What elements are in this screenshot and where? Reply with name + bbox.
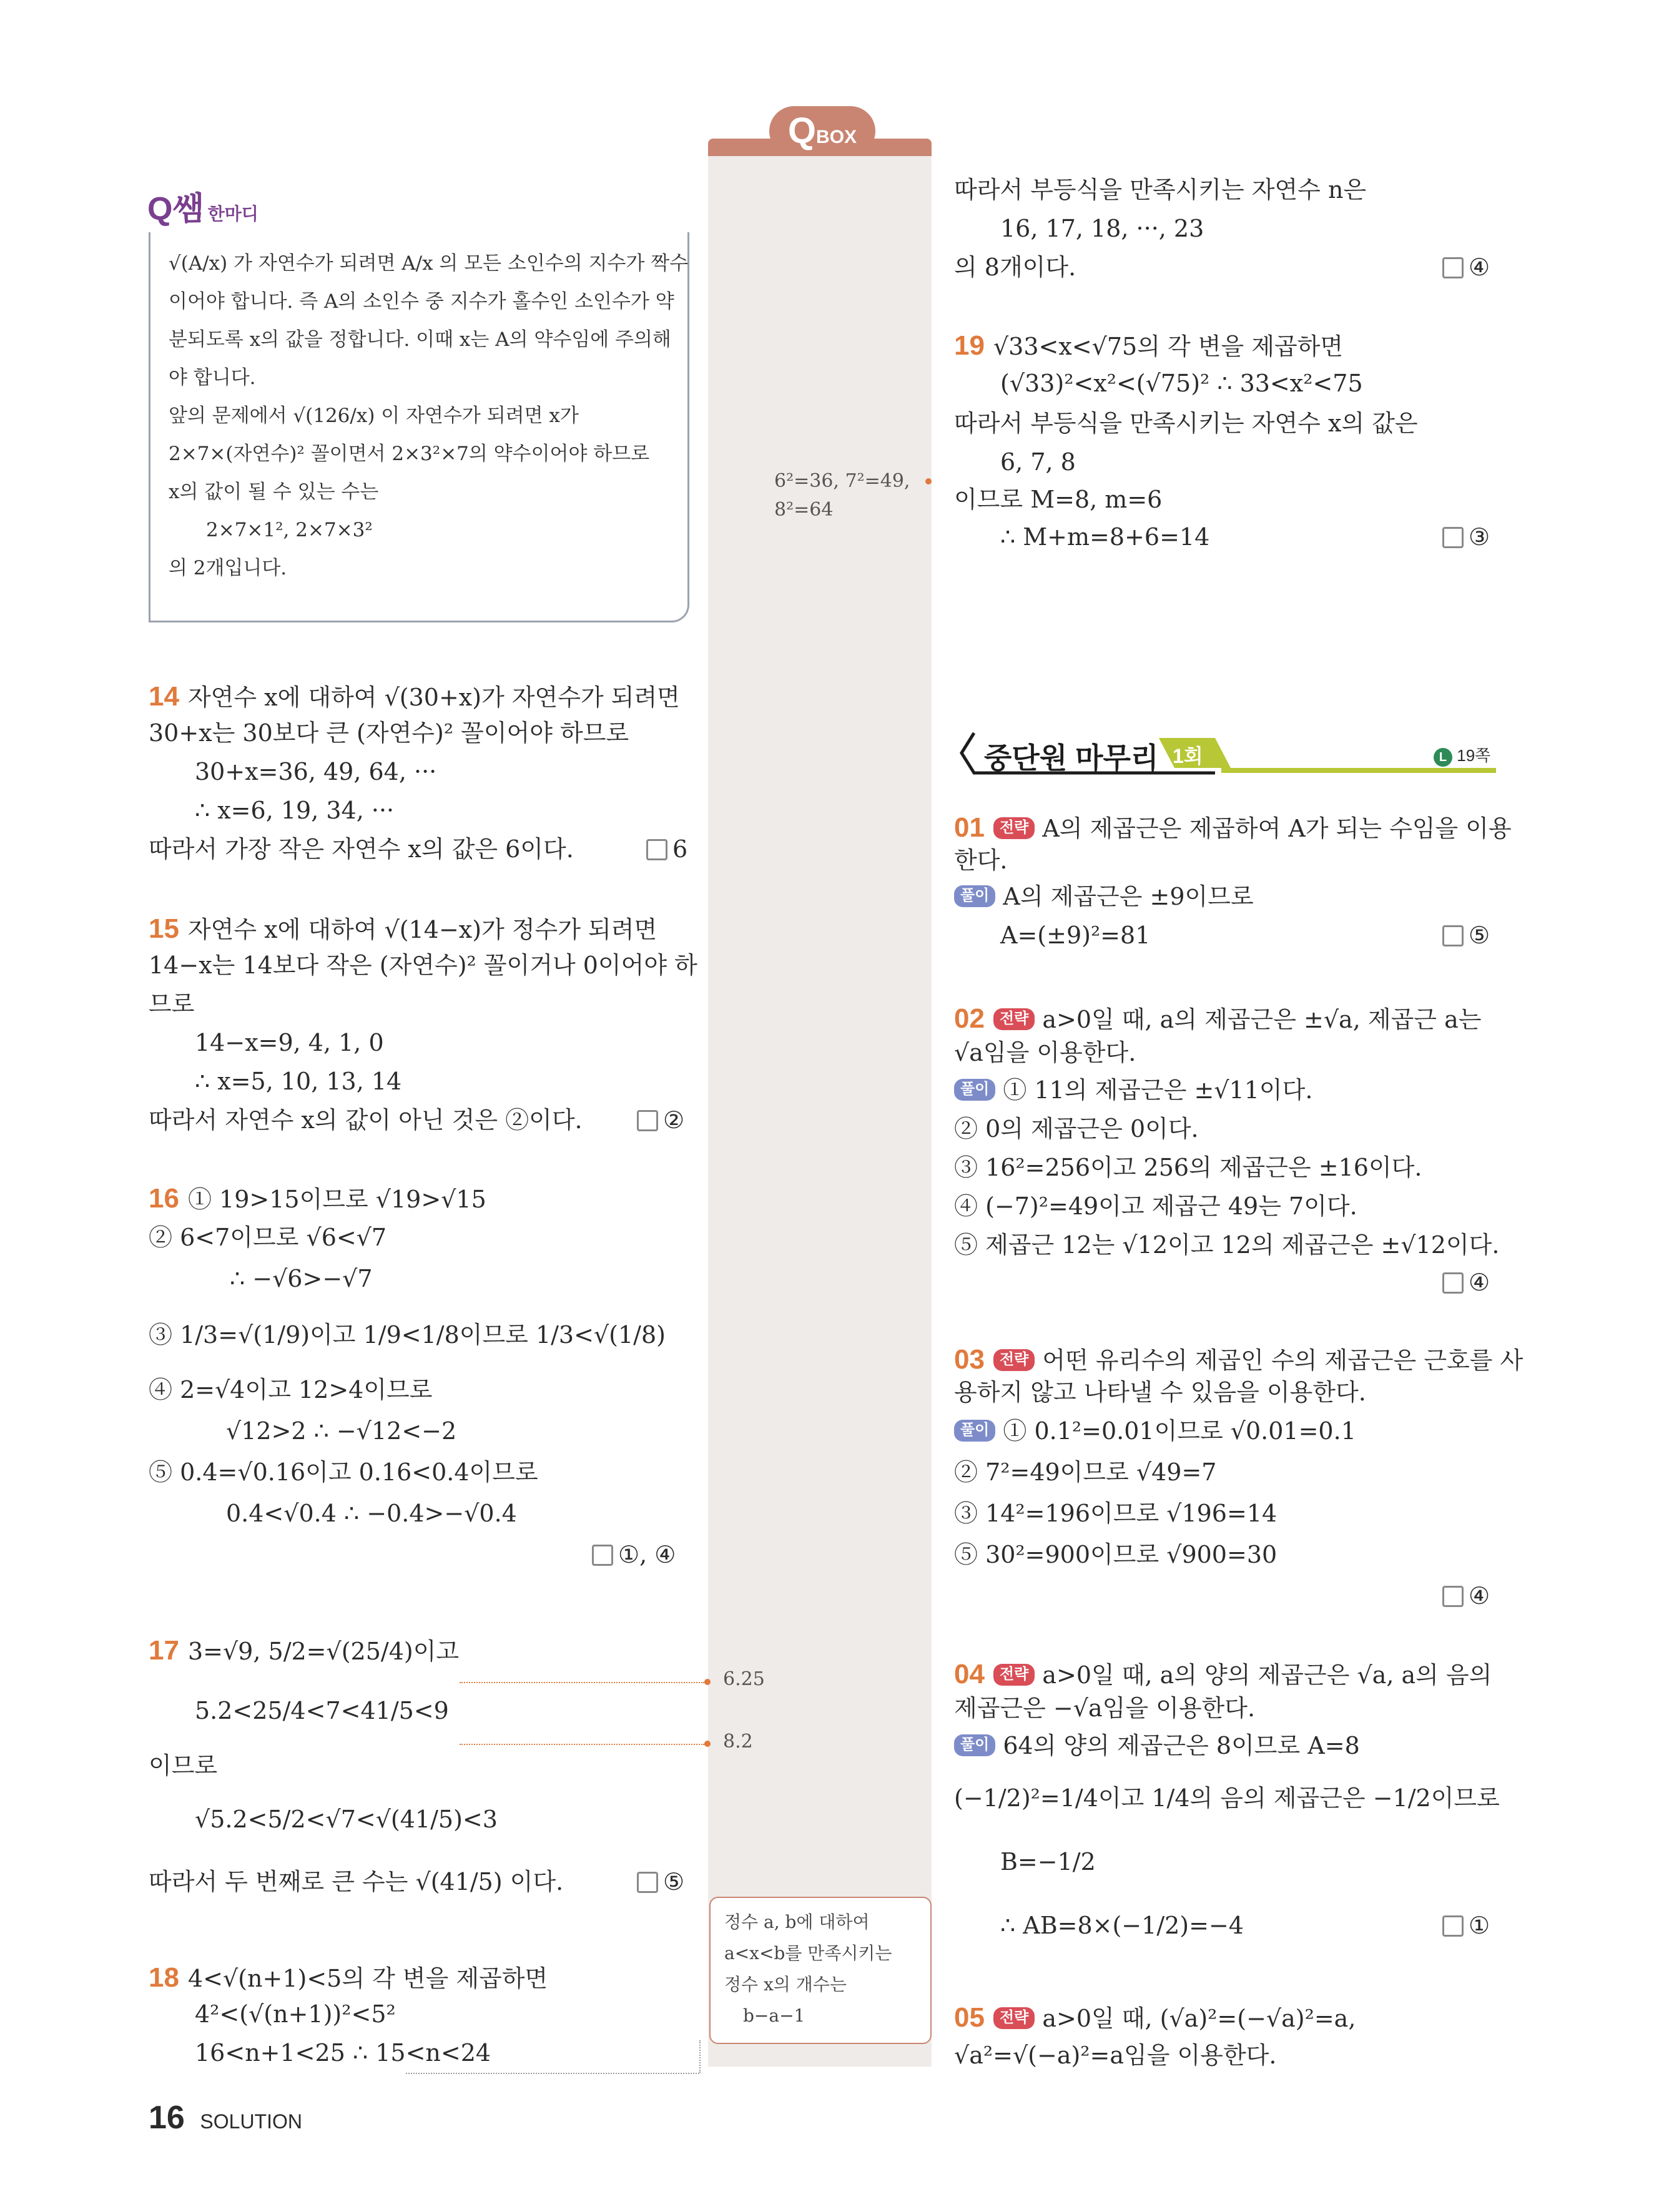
answer-icon	[646, 839, 667, 860]
answer-value: ②	[663, 1106, 685, 1134]
answer-value: ④	[1469, 1269, 1490, 1296]
answer-17	[637, 1868, 684, 1895]
problem-text: ① 19>15이므로 √19>√15	[187, 1186, 486, 1213]
problem-text: 16<n+1<25 ∴ 15<n<24	[195, 2039, 491, 2067]
problem-number: 16	[149, 1183, 179, 1214]
qtip-line: x의 값이 될 수 있는 수는	[169, 481, 379, 503]
cont-18-text: 따라서 부등식을 만족시키는 자연수 n은	[954, 176, 1367, 204]
strategy-tag: 전략	[993, 1664, 1035, 1686]
side-note-line: 8²=64	[774, 499, 834, 521]
page-number: 16	[149, 2100, 185, 2136]
problem-16	[149, 1182, 486, 1216]
answer-01	[1442, 922, 1490, 949]
strategy-tag: 전략	[993, 2007, 1035, 2029]
problem-text: √12>2 ∴ −√12<−2	[226, 1417, 457, 1445]
solution-text: ① 11의 제곱근은 ±√11이다.	[1003, 1076, 1313, 1104]
page-ref-text: 19쪽	[1457, 746, 1491, 765]
strategy-tag: 전략	[993, 817, 1035, 839]
problem-text: 30+x=36, 49, 64, ···	[195, 758, 437, 785]
tip-line: 정수 x의 개수는	[724, 1974, 847, 1995]
problem-text: ⑤ 0.4=√0.16이고 0.16<0.4이므로	[149, 1458, 538, 1486]
answer-icon	[637, 1872, 658, 1893]
problem-text: ② 6<7이므로 √6<√7	[149, 1224, 387, 1251]
answer-16	[592, 1541, 676, 1568]
solution-text: ② 7²=49이므로 √49=7	[954, 1458, 1217, 1486]
problem-number: 02	[954, 1003, 985, 1034]
problem-text: 4<√(n+1)<5의 각 변을 제곱하면	[187, 1965, 548, 1992]
answer-icon	[1442, 527, 1464, 548]
problem-text: a>0일 때, (√a)²=(−√a)²=a,	[1042, 2005, 1356, 2032]
problem-text: 5.2<25/4<7<41/5<9	[195, 1697, 449, 1724]
problem-text: 4²<(√(n+1))²<5²	[195, 2000, 396, 2028]
problem-19	[954, 330, 1343, 363]
problem-text: A의 제곱근은 제곱하여 A가 되는 수임을 이용	[1042, 815, 1512, 842]
solution-text: ④ (−7)²=49이고 제곱근 49는 7이다.	[954, 1192, 1357, 1220]
problem-text: ④ 2=√4이고 12>4이므로	[149, 1376, 433, 1403]
solution-tag: 풀이	[954, 1420, 995, 1442]
problem-number: 18	[149, 1962, 179, 1993]
problem-text: ∴ x=6, 19, 34, ···	[195, 797, 395, 824]
qbox-badge	[769, 106, 875, 156]
problem-17	[149, 1634, 459, 1668]
problem-text: 므로	[149, 990, 195, 1018]
problem-number: 05	[954, 2002, 985, 2033]
solution-tag: 풀이	[954, 1079, 995, 1101]
center-band	[708, 150, 932, 2067]
problem-text: √a²=√(−a)²=a임을 이용한다.	[954, 2042, 1277, 2069]
answer-value: ④	[1469, 253, 1490, 281]
connector-dot	[704, 1741, 711, 1747]
tip-line: a<x<b를 만족시키는	[724, 1943, 892, 1964]
solution-text: ③ 14²=196이므로 √196=14	[954, 1500, 1277, 1527]
answer-icon	[1442, 1586, 1464, 1607]
answer-icon	[1442, 257, 1464, 278]
connector-dot	[704, 1679, 711, 1685]
solution-text: ⑤ 30²=900이므로 √900=30	[954, 1541, 1277, 1568]
answer-04	[1442, 1912, 1490, 1939]
problem-text: 한다.	[954, 847, 1008, 874]
solution-02	[954, 1076, 1312, 1105]
solution-text: B=−1/2	[1000, 1848, 1096, 1875]
problem-text: 이므로 M=8, m=6	[954, 486, 1163, 513]
solution-01	[954, 883, 1254, 912]
problem-01	[954, 812, 1512, 845]
answer-value: ④	[1469, 1582, 1490, 1610]
problem-text: a>0일 때, a의 제곱근은 ±√a, 제곱근 a는	[1042, 1006, 1482, 1033]
qtip-logo	[147, 182, 258, 229]
problem-text: 따라서 두 번째로 큰 수는 √(41/5) 이다.	[149, 1868, 564, 1895]
problem-number: 01	[954, 812, 985, 843]
qtip-line: 2×7×(자연수)² 꼴이면서 2×3²×7의 약수이어야 하므로	[169, 443, 650, 465]
problem-text: 따라서 가장 작은 자연수 x의 값은 6이다.	[149, 835, 574, 863]
answer-icon	[592, 1545, 613, 1566]
connector-line	[699, 2040, 701, 2073]
solution-tag: 풀이	[954, 1734, 995, 1756]
problem-04	[954, 1658, 1492, 1691]
answer-value: ⑤	[1469, 922, 1490, 949]
page-ref	[1434, 743, 1490, 767]
solution-text: (−1/2)²=1/4이고 1/4의 음의 제곱근은 −1/2이므로	[954, 1784, 1500, 1812]
problem-text: 14−x는 14보다 작은 (자연수)² 꼴이거나 0이어야 하	[149, 951, 697, 979]
problem-text: a>0일 때, a의 양의 제곱근은 √a, a의 음의	[1042, 1661, 1492, 1689]
problem-text: 6, 7, 8	[1000, 448, 1076, 476]
problem-18	[149, 1962, 548, 1995]
problem-15	[149, 913, 657, 946]
problem-text: 이므로	[149, 1752, 218, 1779]
problem-number: 17	[149, 1635, 179, 1666]
answer-value: ①, ④	[618, 1541, 676, 1568]
problem-number: 04	[954, 1659, 985, 1689]
solution-03	[954, 1417, 1356, 1446]
cont-18-text: 의 8개이다.	[954, 253, 1076, 281]
solution-text: ∴ AB=8×(−1/2)=−4	[1000, 1912, 1244, 1939]
qtip-line: 분되도록 x의 값을 정합니다. 이때 x는 A의 약수임에 주의해	[169, 328, 671, 351]
solution-text: A의 제곱근은 ±9이므로	[1003, 883, 1254, 910]
problem-text: 따라서 부등식을 만족시키는 자연수 x의 값은	[954, 410, 1418, 437]
qtip-line: √(A/x) 가 자연수가 되려면 A/x 의 모든 소인수의 지수가 짝수	[169, 252, 689, 275]
problem-05	[954, 2002, 1356, 2035]
problem-number: 03	[954, 1344, 985, 1375]
page-label: SOLUTION	[200, 2110, 302, 2133]
solution-tag: 풀이	[954, 885, 995, 907]
problem-number: 15	[149, 913, 179, 944]
side-note-82: 8.2	[723, 1731, 753, 1752]
problem-02	[954, 1003, 1481, 1036]
answer-19	[1442, 523, 1490, 551]
connector-line	[460, 1744, 704, 1745]
problem-text: 30+x는 30보다 큰 (자연수)² 꼴이어야 하므로	[149, 719, 629, 747]
problem-number: 14	[149, 681, 179, 712]
problem-text: 14−x=9, 4, 1, 0	[195, 1029, 384, 1056]
qbox-box-label: BOX	[816, 127, 857, 147]
connector-line	[406, 2073, 699, 2074]
solution-text: ③ 16²=256이고 256의 제곱근은 ±16이다.	[954, 1154, 1422, 1181]
problem-text: 용하지 않고 나타낼 수 있음을 이용한다.	[954, 1379, 1366, 1406]
qtip-line: 야 합니다.	[169, 366, 256, 389]
problem-text: √a임을 이용한다.	[954, 1039, 1136, 1066]
solution-text: ⑤ 제곱근 12는 √12이고 12의 제곱근은 ±√12이다.	[954, 1231, 1500, 1259]
side-note-line: 6²=36, 7²=49,	[774, 470, 910, 492]
problem-text: 자연수 x에 대하여 √(30+x)가 자연수가 되려면	[187, 684, 680, 711]
problem-text: ③ 1/3=√(1/9)이고 1/9<1/8이므로 1/3<√(1/8)	[149, 1321, 666, 1349]
problem-text: 3=√9, 5/2=√(25/4)이고	[187, 1638, 460, 1665]
side-note-squares	[774, 467, 910, 524]
answer-icon	[1442, 1272, 1464, 1294]
qtip-line: 이어야 합니다. 즉 A의 소인수 중 지수가 홀수인 소인수가 약	[169, 290, 674, 313]
problem-text: 따라서 자연수 x의 값이 아닌 것은 ②이다.	[149, 1106, 583, 1134]
qbox-q: Q	[787, 111, 817, 151]
problem-text: ∴ −√6>−√7	[230, 1265, 373, 1292]
qtip-line: 2×7×1², 2×7×3²	[206, 519, 373, 541]
problem-text: 자연수 x에 대하여 √(14−x)가 정수가 되려면	[187, 916, 657, 943]
solution-04	[954, 1732, 1360, 1761]
tip-line: b−a−1	[743, 2005, 805, 2026]
problem-text: 제곱근은 −√a임을 이용한다.	[954, 1694, 1256, 1722]
page-ref-icon: L	[1434, 748, 1452, 767]
solution-text: 64의 양의 제곱근은 8이므로 A=8	[1003, 1732, 1360, 1759]
answer-value: ③	[1469, 523, 1490, 551]
qtip-text	[169, 245, 689, 587]
problem-text: (√33)²<x²<(√75)² ∴ 33<x²<75	[1000, 370, 1363, 397]
answer-icon	[1442, 1915, 1464, 1937]
qtip-line: 앞의 문제에서 √(126/x) 이 자연수가 되려면 x가	[169, 405, 579, 427]
connector-dot	[925, 478, 932, 484]
answer-value: ①	[1469, 1912, 1490, 1939]
problem-text: 0.4<√0.4 ∴ −0.4>−√0.4	[226, 1500, 517, 1527]
answer-15	[637, 1106, 684, 1134]
problem-text: ∴ M+m=8+6=14	[1000, 523, 1210, 551]
answer-02	[1442, 1269, 1490, 1296]
solution-text: A=(±9)²=81	[1000, 922, 1151, 949]
problem-text: ∴ x=5, 10, 13, 14	[195, 1068, 402, 1095]
qtip-line: 의 2개입니다.	[169, 557, 287, 579]
tip-box-text	[724, 1907, 892, 2032]
side-note-625: 6.25	[723, 1668, 765, 1690]
section-title: 중단원 마무리	[984, 742, 1159, 774]
problem-number: 19	[954, 330, 985, 361]
answer-value: 6	[672, 835, 688, 863]
tip-line: 정수 a, b에 대하여	[724, 1912, 870, 1932]
problem-text: √33<x<√75의 각 변을 제곱하면	[993, 333, 1344, 360]
solution-text: ① 0.1²=0.01이므로 √0.01=0.1	[1003, 1417, 1356, 1445]
problem-text: 어떤 유리수의 제곱인 수의 제곱근은 근호를 사	[1042, 1347, 1524, 1374]
answer-value: ⑤	[663, 1868, 685, 1895]
problem-text: √5.2<5/2<√7<√(41/5)<3	[195, 1806, 498, 1833]
problem-03	[954, 1344, 1523, 1377]
strategy-tag: 전략	[993, 1008, 1035, 1030]
answer-icon	[637, 1110, 658, 1131]
answer-18	[1442, 253, 1490, 281]
answer-03	[1442, 1582, 1490, 1610]
page-footer	[149, 2099, 302, 2136]
section-header	[953, 730, 1496, 775]
problem-14	[149, 681, 680, 714]
connector-line	[460, 1682, 704, 1683]
answer-icon	[1442, 925, 1464, 946]
section-round: 1회	[1173, 745, 1203, 767]
cont-18-text: 16, 17, 18, ···, 23	[1000, 215, 1204, 242]
answer-14	[646, 835, 687, 863]
qtip-logo-main: Q쌤	[147, 191, 204, 227]
solution-text: ② 0의 제곱근은 0이다.	[954, 1115, 1199, 1143]
strategy-tag: 전략	[993, 1349, 1035, 1371]
qtip-logo-sub: 한마디	[207, 204, 258, 224]
